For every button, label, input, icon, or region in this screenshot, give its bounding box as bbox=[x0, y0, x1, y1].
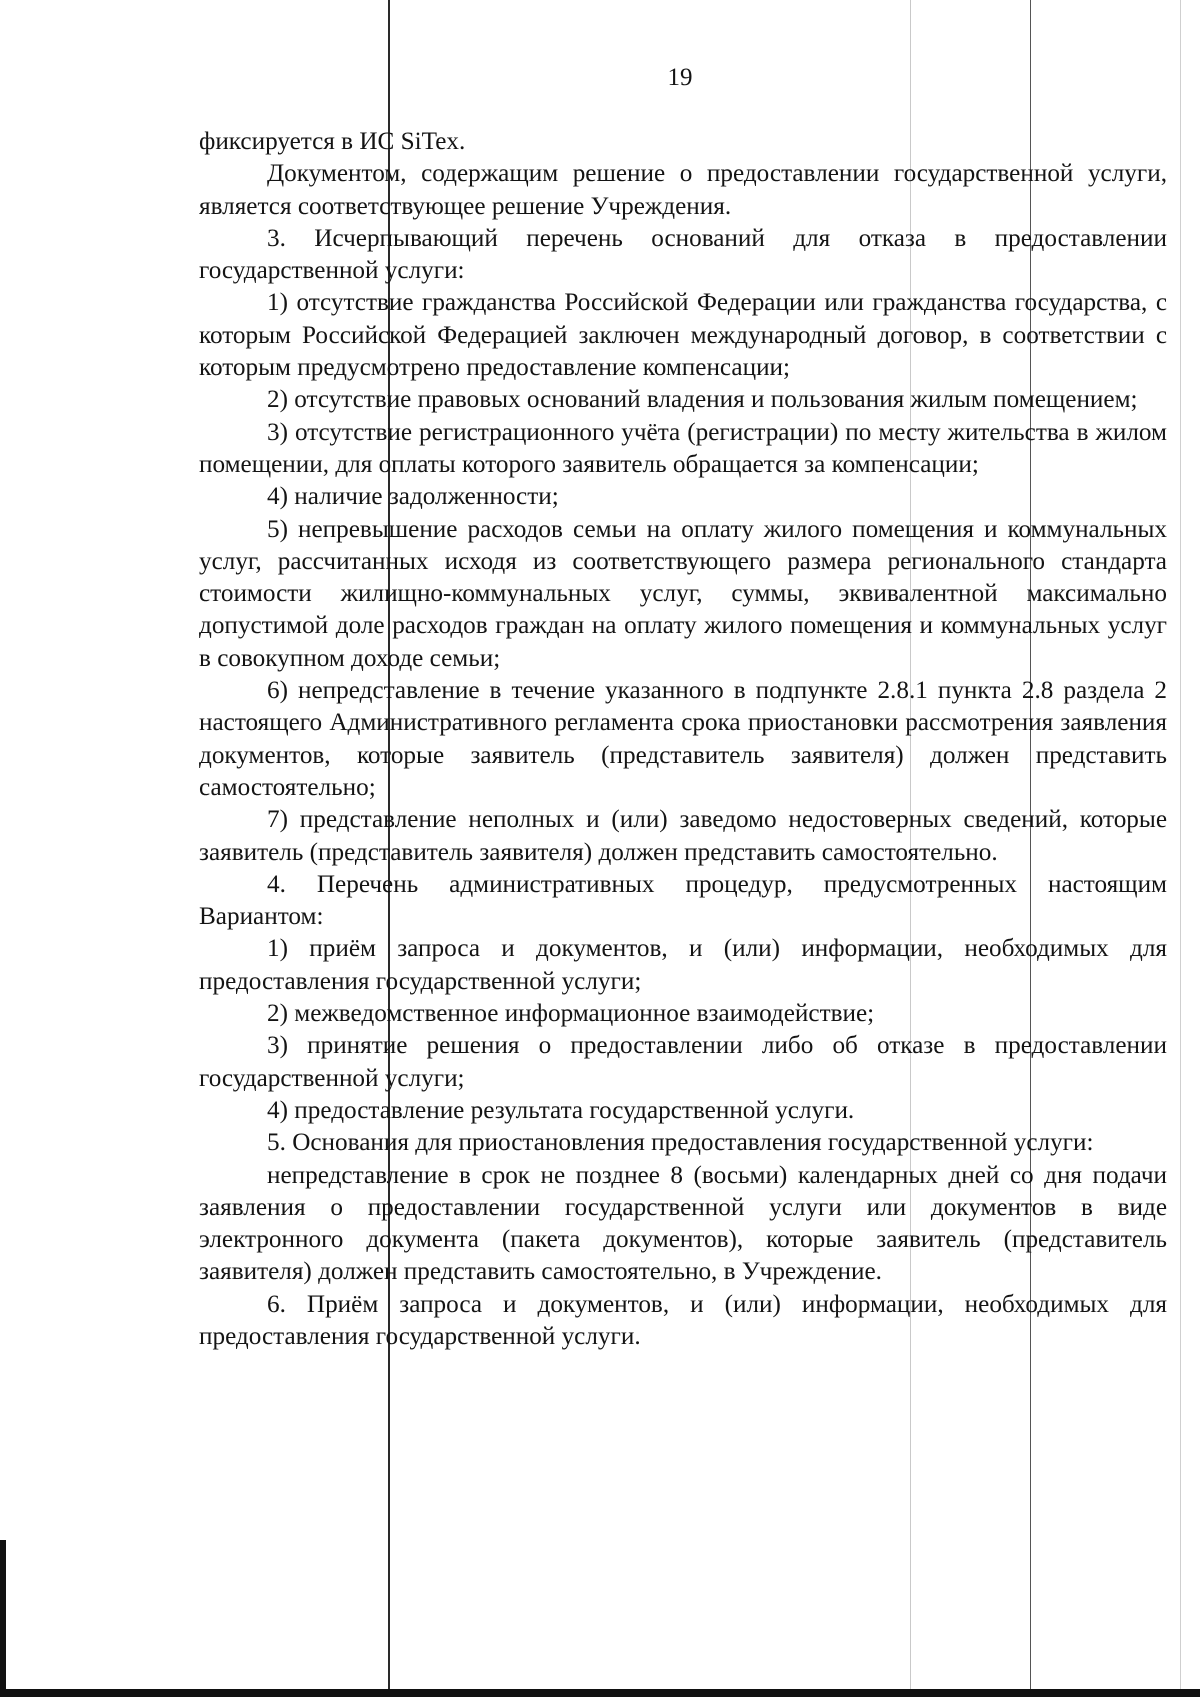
paragraph: 6. Приём запроса и документов, и (или) информации, необходимых для предоставления государственной услуги. bbox=[199, 1290, 1167, 1350]
list-item: 2) межведомственное информационное взаимодействие; bbox=[267, 1000, 875, 1028]
page-number: 19 bbox=[667, 64, 693, 91]
paragraph: Документом, содержащим решение о предоставлении государственной услуги, является соответствующее решение Учреждения. bbox=[199, 160, 1167, 220]
scan-artifact-border bbox=[0, 1689, 1200, 1697]
paragraph: непредставление в срок не позднее 8 (восьми) календарных дней со дня подачи заявления о предоставлении государственной услуги или документов в виде электронного документа (пакета документов), которые заявитель (представитель заявителя) должен представить самостоятельно, в Учреждение. bbox=[199, 1161, 1167, 1286]
paragraph: 5. Основания для приостановления предоставления государственной услуги: bbox=[267, 1129, 1094, 1157]
scan-artifact-border bbox=[0, 1540, 6, 1697]
list-item: 5) непревышение расходов семьи на оплату жилого помещения и коммунальных услуг, рассчитанных исходя из соответствующего размера регионального стандарта стоимости жилищно-коммунальных услуг, суммы, эквивалентной максимально допустимой доле расходов граждан на оплату жилого помещения и коммунальных услуг в совокупном доходе семьи; bbox=[199, 515, 1167, 672]
paragraph: 3. Исчерпывающий перечень оснований для отказа в предоставлении государственной услуги: bbox=[199, 224, 1167, 285]
paragraph: фиксируется в ИС SiTex. bbox=[199, 128, 466, 155]
list-item: 2) отсутствие правовых оснований владения и пользования жилым помещением; bbox=[267, 386, 1138, 414]
scan-artifact-line bbox=[1180, 0, 1181, 1697]
list-item: 4) наличие задолженности; bbox=[267, 483, 559, 511]
list-item: 3) принятие решения о предоставлении либо об отказе в предоставлении государственной услуги; bbox=[199, 1032, 1167, 1092]
list-item: 1) приём запроса и документов, и (или) информации, необходимых для предоставления государственной услуги; bbox=[199, 935, 1167, 995]
list-item: 4) предоставление результата государственной услуги. bbox=[267, 1096, 855, 1124]
list-item: 1) отсутствие гражданства Российской Федерации или гражданства государства, с которым Российской Федерацией заключен международный договор, в соответствии с которым предусмотрено предоставление компенсации; bbox=[199, 289, 1167, 382]
paragraph: 4. Перечень административных процедур, предусмотренных настоящим Вариантом: bbox=[199, 870, 1167, 931]
list-item: 6) непредставление в течение указанного в подпункте 2.8.1 пункта 2.8 раздела 2 настоящего Административного регламента срока приостановки рассмотрения заявления документов, которые заявитель (представитель заявителя) должен представить самостоятельно; bbox=[199, 677, 1167, 801]
document-body bbox=[199, 126, 1167, 1353]
list-item: 3) отсутствие регистрационного учёта (регистрации) по месту жительства в жилом помещении, для оплаты которого заявитель обращается за компенсации; bbox=[199, 418, 1167, 478]
list-item: 7) представление неполных и (или) заведомо недостоверных сведений, которые заявитель (представитель заявителя) должен представить самостоятельно. bbox=[199, 806, 1167, 866]
